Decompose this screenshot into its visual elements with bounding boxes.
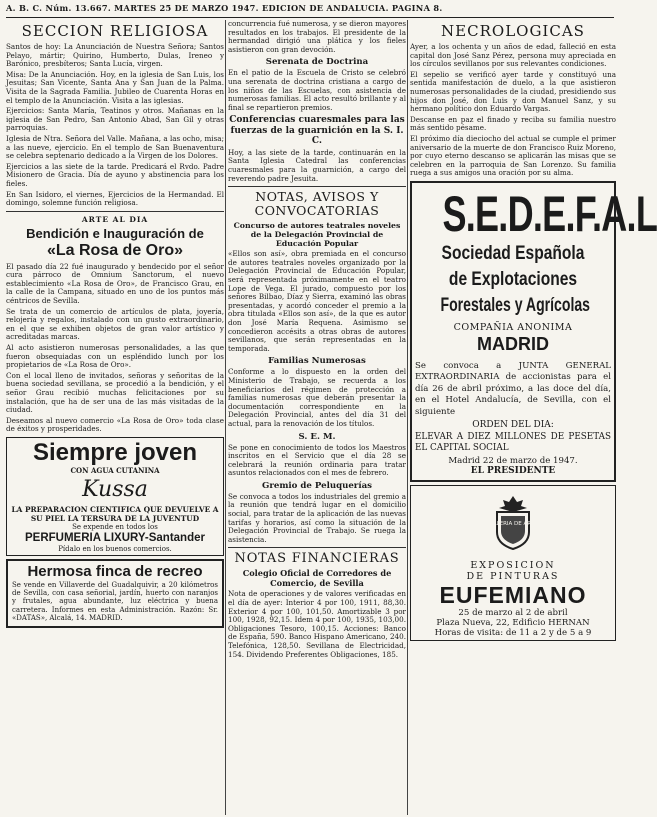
explotaciones-line — [415, 267, 611, 293]
finca-text: Se vende en Villaverde del Guadalquivir, a 20 kilómetros de Sevilla, con casa señorial, jardín, huerto con naranjos y frutales, agua abundante, luz eléctrica y buena carretera. Informes en esta Administración. Razón: Sr. «DATAS», Alcalá, 14. MADRID. — [12, 580, 218, 622]
conferencias-heading: Conferencias cuaresmales para las fuerzas de la guarnición en la S. I. C. — [229, 115, 405, 147]
divider — [6, 211, 224, 212]
plaza-nueva-address: Plaza Nueva, 22, Edificio HERNAN — [436, 618, 590, 629]
galeria-crest-icon — [483, 492, 543, 552]
religious-paragraph: Misa: De la Anunciación. Hoy, en la iglesia de San Luis, los Jesuitas; San Vicente, Santa Ana y San Juan de la Palma. Visita de la Sagrada Familia. Jubileo de Cuarenta Horas en el templo de la Anunciación. Visita a las iglesias. — [6, 69, 224, 105]
notas-avisos-heading: NOTAS, AVISOS Y CONVOCATORIAS — [254, 189, 380, 219]
rosa-paragraph: Se trata de un comercio de artículos de plata, joyería, relojería y regalos, instalado con un gusto extraordinario, en el que se exhiben objetos de gran valor artístico y acreditadas marcas. — [6, 306, 224, 342]
divider — [228, 186, 406, 187]
rosa-paragraph: Al acto asistieron numerosas personalidades, a las que fueron obsequiadas con un espléndido lunch por los propietarios de «La Rosa de Oro». — [6, 343, 224, 370]
religious-paragraph: En San Isidoro, el viernes, Ejercicios de la Hermandad. El domingo, solemne función religiosa. — [6, 189, 224, 208]
necrologica-paragraph: El próximo día dieciocho del actual se cumple el primer aniversario de la muerte de don Francisco Ruiz Moreno, por cuyo eterno descanso se aplicarán las misas que se celebren en la parroquia de San Lorenzo. Su familia ruega a sus amigos una oración por su alma. — [410, 133, 616, 178]
rosa-de-oro-headline: «La Rosa de Oro» — [46, 241, 184, 259]
religious-paragraph: Iglesia de Ntra. Señora del Valle. Mañana, a las ocho, misa; a las nueve, ejercicio. En el templo de San Buenaventura se celebra septenario dedicado a la Virgen de los Dolores. — [6, 133, 224, 161]
fechas-exposicion: 25 de marzo al 2 de abril — [458, 608, 568, 619]
pinturas-label: DE PINTURAS — [466, 571, 560, 583]
siempre-joven-title: Siempre joven — [32, 438, 198, 466]
column-2 — [228, 20, 406, 815]
finca-title: Hermosa finca de recreo — [27, 562, 203, 580]
exposicion-label: EXPOSICION — [470, 560, 556, 572]
orden-del-dia: ORDEN DEL DIA: — [472, 420, 554, 431]
compania-anonima: COMPAÑIA ANONIMA — [453, 321, 573, 333]
siempre-joven-subtitle: CON AGUA CUTANINA — [70, 465, 160, 475]
perfumeria-name: PERFUMERIA LIXURY-Santander — [25, 531, 205, 544]
column-rule-2 — [407, 20, 408, 815]
preparacion-text: LA PREPARACION CIENTIFICA QUE DEVUELVE A SU PIEL LA TERSURA DE LA JUVENTUD — [11, 504, 219, 523]
column-3 — [410, 20, 657, 815]
arte-al-dia-label: ARTE AL DIA — [81, 214, 149, 224]
necrologica-paragraph: El sepelio se verificó ayer tarde y constituyó una sentida manifestación de duelo, a la que asistieron numerosas personalidades de la ciudad, presidiendo sus hijos don José, don Luis y don Manuel Sanz, y su hermano político don Eduardo Vargas. — [410, 69, 616, 114]
serenata-text: En el patio de la Escuela de Cristo se celebró una serenata de doctrina cristiana a cargo de los niños de las Escuelas, con asistencia de numerosas familias. El acto resultó brillante y al final se repartieron premios. — [228, 68, 406, 112]
serenata-heading: Serenata de Doctrina — [265, 57, 369, 68]
galeria-label: GALERIA DE ARTE — [488, 521, 538, 528]
perfumeria-sub: Pídalo en los buenos comercios. — [58, 544, 172, 553]
concurso-heading: Concurso de autores teatrales noveles de la Delegación Provincial de Educación Popular — [233, 221, 401, 249]
forestales-line-text: Forestales y Agrícolas — [440, 294, 591, 316]
seccion-religiosa-heading: SECCION RELIGIOSA — [21, 22, 209, 40]
religious-paragraph: Ejercicios: Santa María, Teatinos y otros. Mañanas en la iglesia de San Pedro, San Antonio Abad, San Gil y otras parroquias. — [6, 106, 224, 133]
necrologica-paragraph: Ayer, a los ochenta y un años de edad, falleció en esta capital don José Sanz Pérez, persona muy apreciada en los círculos sevillanos por sus relevantes condiciones. — [410, 42, 616, 69]
religious-paragraph: Ejercicios a las siete de la tarde. Predicará el Rvdo. Padre Misionero de Gracia. Día de ayuno y abstinencia para los fieles. — [6, 161, 224, 188]
el-presidente: EL PRESIDENTE — [470, 466, 556, 477]
bendicion-headline: Bendición e Inauguración de — [26, 225, 204, 241]
kussa-advertisement — [6, 437, 224, 556]
conferencias-text: Hoy, a las siete de la tarde, continuarán en la Santa Iglesia Catedral las conferencias cuaresmales para la guarnición, a cargo del reverendo padre Jesuita. — [228, 147, 406, 183]
sem-text: Se pone en conocimiento de todos los Maestros inscritos en el Servicio que el día 28 se celebrará la reunión ordinaria para tratar asuntos relacionados con el mes de febrero. — [228, 442, 406, 478]
rosa-paragraph: Con el local lleno de invitados, señoras y señoritas de la buena sociedad sevillana, se procedió a la bendición, y el señor Grau recibió muchas felicitaciones por su instalación, que ha de ser una de las más visitadas de la ciudad. — [6, 370, 224, 415]
convoca-text: Se convoca a JUNTA GENERAL EXTRAORDINARIA de accionistas para el día 26 de abril próximo, a las doce del día, en el Hotel Andalucía, de Sevilla, con el siguiente — [415, 360, 611, 417]
gremio-text: Se convoca a todos los industriales del gremio a la reunión que tendrá lugar en el domicilio social, para tratar de la aplicación de las nuevas tarifas y horarios, así como la situación de la Delegación Provincial de Trabajo. Se ruega la asistencia. — [228, 491, 406, 544]
exposicion-advertisement — [410, 485, 616, 641]
horas-visita: Horas de visita: de 11 a 2 y de 5 a 9 — [434, 628, 592, 639]
colegio-heading: Colegio Oficial de Corredores de Comercio, de Sevilla — [242, 568, 392, 588]
eufemiano-title: EUFEMIANO — [439, 582, 587, 609]
divider — [228, 547, 406, 548]
masthead: A. B. C. Núm. 13.667. MARTES 25 DE MARZO 1947. EDICION DE ANDALUCIA. PAGINA 8. — [6, 3, 614, 18]
intro-paragraph: concurrencia fué numerosa, y se dieron mayores resultados en los trabajos. El presidente de la hermandad dirigió una plática y los fieles asistieron con gran devoción. — [228, 19, 407, 54]
column-rule-1 — [225, 20, 226, 815]
religious-paragraph: Santos de hoy: La Anunciación de Nuestra Señora; Santos Pelayo, mártir; Quirino, Humberto, Dulas, Ireneo y Barónico, presbíteros; Santa Lucía, virgen. — [6, 42, 224, 69]
familias-heading: Familias Numerosas — [268, 356, 366, 367]
sedefal-title — [415, 185, 657, 242]
sociedad-line-text: Sociedad Española — [441, 242, 585, 264]
elevar-capital: ELEVAR A DIEZ MILLONES DE PESETAS EL CAPITAL SOCIAL — [415, 432, 611, 454]
kussa-logo: Kussa — [82, 476, 148, 502]
madrid-title: MADRID — [477, 333, 549, 354]
forestales-line — [415, 293, 611, 319]
sem-heading: S. E. M. — [298, 431, 336, 442]
finca-advertisement — [6, 559, 224, 628]
necrologica-paragraph: Descanse en paz el finado y reciba su familia nuestro más sentido pésame. — [410, 114, 616, 133]
gremio-heading: Gremio de Peluquerías — [261, 480, 373, 491]
concurso-text: «Ellos son así», obra premiada en el concurso de autores teatrales noveles organizado por la Delegación Provincial de Educación Popular, será representada próximamente en el teatro Lope de Vega. El jurado, compuesto por los señores Bilbao, Díaz y Sierra, examinó las obras presentadas, y acordó conceder el premio a la obra titulada «Ellos son así», de la que es autor don José María Requena. Asimismo se concedieron accésits a otras obras de autores sevillanos, que serán representadas en la temporada. — [228, 249, 406, 353]
sociedad-line — [415, 241, 611, 267]
notas-financieras-heading: NOTAS FINANCIERAS — [234, 551, 400, 567]
column-1 — [6, 20, 224, 815]
rosa-paragraph: El pasado día 22 fué inaugurado y bendecido por el señor cura párroco de Omnium Sanctorum, el nuevo establecimiento «La Rosa de Oro», de Francisco Grau, en la calle de la Campana, situado en uno de los puntos más céntricos de Sevilla. — [6, 261, 224, 306]
necrologicas-heading: NECROLOGICAS — [441, 22, 585, 40]
colegio-text: Nota de operaciones y de valores verificadas en el día de ayer: Interior 4 por 100, 1911, 88,30. Exterior 4 por 100, 101,50. Amortizable 3 por 100, 1928, 92,15. Idem 4 por 100, 1935, 103,00. Obligaciones Tesoro, 100,15. Acciones: Banco de España, 590. Banco Hispano Americano, 240. Telefónica, 128,50. Sevillana de Electricidad, 154. Dividendo Preferentes Obligaciones, 185. — [228, 589, 406, 659]
preparacion-sub: Se expende en todos los — [72, 522, 158, 531]
sedefal-title-text: S.E.D.E.F.A.L — [442, 185, 657, 242]
familias-text: Conforme a lo dispuesto en la orden del Ministerio de Trabajo, se recuerda a los beneficiarios del régimen de protección a familias numerosas que deberán presentar la documentación correspondiente en la Delegación Provincial, antes del día 31 del actual, para la renovación de los títulos. — [228, 367, 406, 428]
fecha-convocatoria: Madrid 22 de marzo de 1947. — [448, 456, 578, 467]
sedefal-advertisement — [410, 181, 657, 483]
rosa-paragraph: Deseamos al nuevo comercio «La Rosa de Oro» toda clase de éxitos y prosperidades. — [6, 415, 224, 434]
explotaciones-line-text: de Explotaciones — [448, 268, 578, 290]
